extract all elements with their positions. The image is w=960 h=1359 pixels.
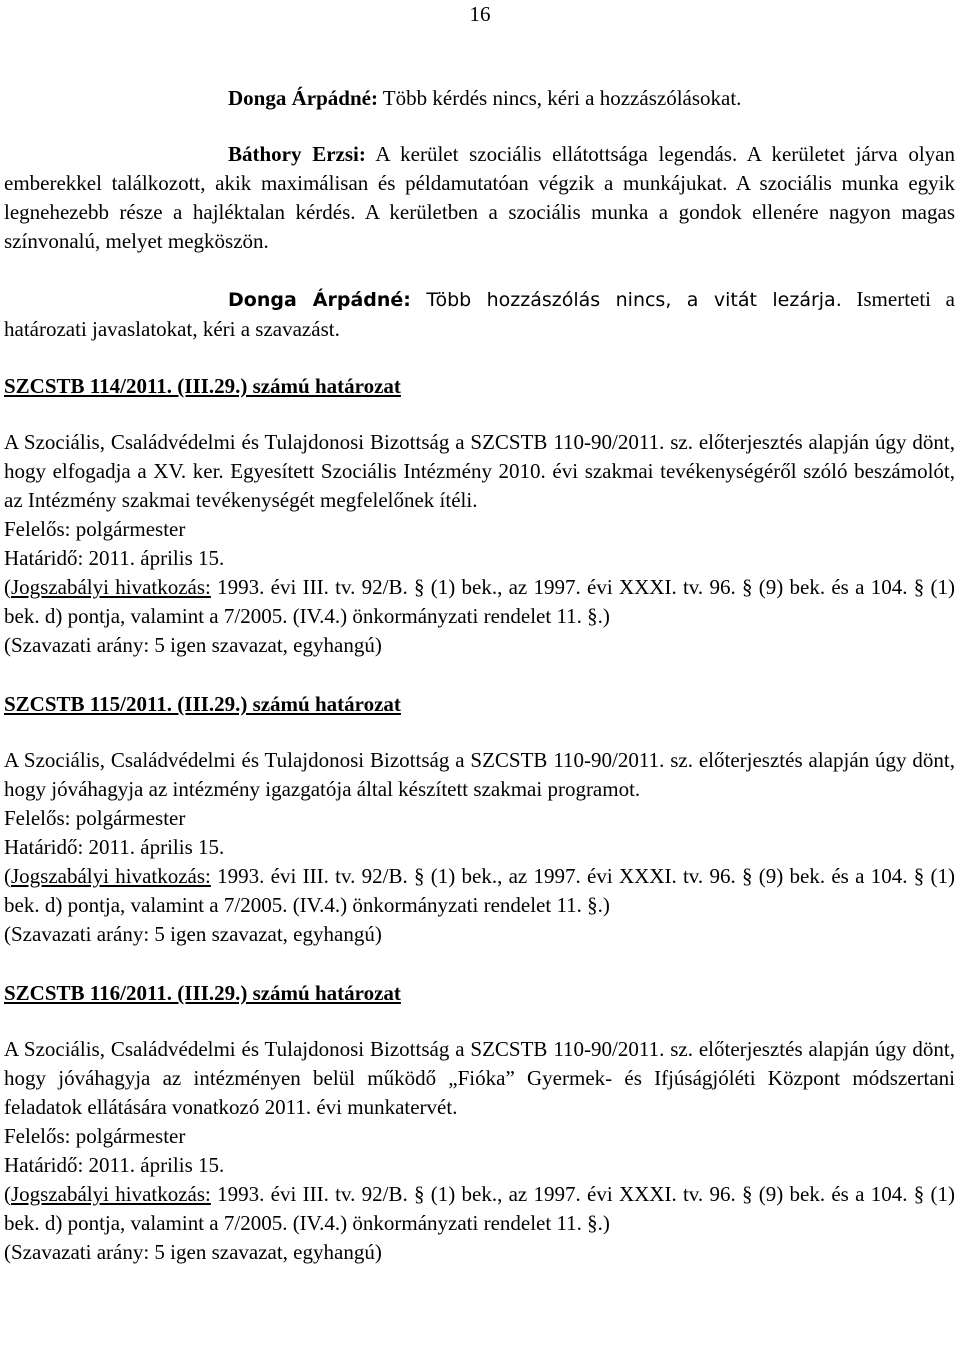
resolution-title: SZCSTB 114/2011. (III.29.) számú határozat	[4, 374, 401, 398]
vote-ratio: (Szavazati arány: 5 igen szavazat, egyhangú)	[4, 922, 382, 946]
legal-reference-label: Jogszabályi hivatkozás:	[11, 1182, 211, 1206]
speaker-name: Báthory Erzsi:	[228, 142, 366, 166]
speech-text: A kerület szociális ellátottsága legendás. A kerületet járva olyan emberekkel találkozott, akik maximálisan és példamutatóan végzik a munkájukat. A szociális munka egyik legnehezebb része a hajléktalan kérdés. A kerületben a szociális munka a gondok ellenére nagyon magas színvonalú, melyet megköszön.	[4, 142, 955, 253]
intro-paragraph-1	[4, 84, 955, 113]
resolution-title: SZCSTB 115/2011. (III.29.) számú határozat	[4, 692, 401, 716]
legal-reference-text: 1993. évi III. tv. 92/B. § (1) bek., az 1997. évi XXXI. tv. 96. § (9) bek. és a 104. § (1) bek. d) pontja, valamint a 7/2005. (IV.4.) önkormányzati rendelet 11. §.)	[4, 575, 955, 628]
resolution-115	[4, 690, 955, 949]
resolution-body: A Szociális, Családvédelmi és Tulajdonosi Bizottság a SZCSTB 110-90/2011. sz. előterjesztés alapján úgy dönt, hogy jóváhagyja az intézmény igazgatója által készített szakmai programot.	[4, 748, 955, 801]
intro-paragraph-3	[4, 285, 955, 344]
legal-reference-label: Jogszabályi hivatkozás:	[11, 864, 211, 888]
deadline: Határidő: 2011. április 15.	[4, 835, 225, 859]
intro-paragraph-2	[4, 140, 955, 256]
legal-reference-label: Jogszabályi hivatkozás:	[11, 575, 211, 599]
resolution-body: A Szociális, Családvédelmi és Tulajdonosi Bizottság a SZCSTB 110-90/2011. sz. előterjesztés alapján úgy dönt, hogy elfogadja a XV. ker. Egyesített Szociális Intézmény 2010. évi szakmai tevékenységéről szóló beszámolót, az Intézmény szakmai tevékenységét megfelelőnek ítéli.	[4, 430, 955, 512]
speaker-name: Donga Árpádné:	[228, 289, 411, 311]
speech-text: Több hozzászólás nincs, a vitát lezárja.	[410, 289, 842, 311]
responsible: Felelős: polgármester	[4, 517, 186, 541]
legal-reference-text: 1993. évi III. tv. 92/B. § (1) bek., az 1997. évi XXXI. tv. 96. § (9) bek. és a 104. § (1) bek. d) pontja, valamint a 7/2005. (IV.4.) önkormányzati rendelet 11. §.)	[4, 864, 955, 917]
resolution-body: A Szociális, Családvédelmi és Tulajdonosi Bizottság a SZCSTB 110-90/2011. sz. előterjesztés alapján úgy dönt, hogy jóváhagyja az intézményen belül működő „Fióka” Gyermek- és Ifjúságjóléti Központ módszertani feladatok ellátására vonatkozó 2011. évi munkatervét.	[4, 1037, 955, 1119]
deadline: Határidő: 2011. április 15.	[4, 1153, 225, 1177]
resolution-114	[4, 372, 955, 660]
legal-reference: (Jogszabályi hivatkozás: 1993. évi III. tv. 92/B. § (1) bek., az 1997. évi XXXI. tv. 96. § (9) bek. és a 104. § (1) bek. d) pontja, valamint a 7/2005. (IV.4.) önkormányzati rendelet 11. §.)	[4, 864, 955, 917]
document-content	[4, 84, 955, 1267]
vote-ratio: (Szavazati arány: 5 igen szavazat, egyhangú)	[4, 633, 382, 657]
legal-reference: (Jogszabályi hivatkozás: 1993. évi III. tv. 92/B. § (1) bek., az 1997. évi XXXI. tv. 96. § (9) bek. és a 104. § (1) bek. d) pontja, valamint a 7/2005. (IV.4.) önkormányzati rendelet 11. §.)	[4, 1182, 955, 1235]
page-number: 16	[469, 2, 491, 26]
legal-reference-text: 1993. évi III. tv. 92/B. § (1) bek., az 1997. évi XXXI. tv. 96. § (9) bek. és a 104. § (1) bek. d) pontja, valamint a 7/2005. (IV.4.) önkormányzati rendelet 11. §.)	[4, 1182, 955, 1235]
resolution-116	[4, 979, 955, 1267]
speech-text-continued: Ismerteti a határozati javaslatokat, kéri a szavazást.	[4, 287, 955, 341]
responsible: Felelős: polgármester	[4, 1124, 186, 1148]
deadline: Határidő: 2011. április 15.	[4, 546, 225, 570]
vote-ratio: (Szavazati arány: 5 igen szavazat, egyhangú)	[4, 1240, 382, 1264]
resolution-title: SZCSTB 116/2011. (III.29.) számú határozat	[4, 981, 401, 1005]
responsible: Felelős: polgármester	[4, 806, 186, 830]
legal-reference: (Jogszabályi hivatkozás: 1993. évi III. tv. 92/B. § (1) bek., az 1997. évi XXXI. tv. 96. § (9) bek. és a 104. § (1) bek. d) pontja, valamint a 7/2005. (IV.4.) önkormányzati rendelet 11. §.)	[4, 575, 955, 628]
speaker-name: Donga Árpádné:	[228, 86, 378, 110]
speech-text: Több kérdés nincs, kéri a hozzászólásokat.	[377, 86, 742, 110]
